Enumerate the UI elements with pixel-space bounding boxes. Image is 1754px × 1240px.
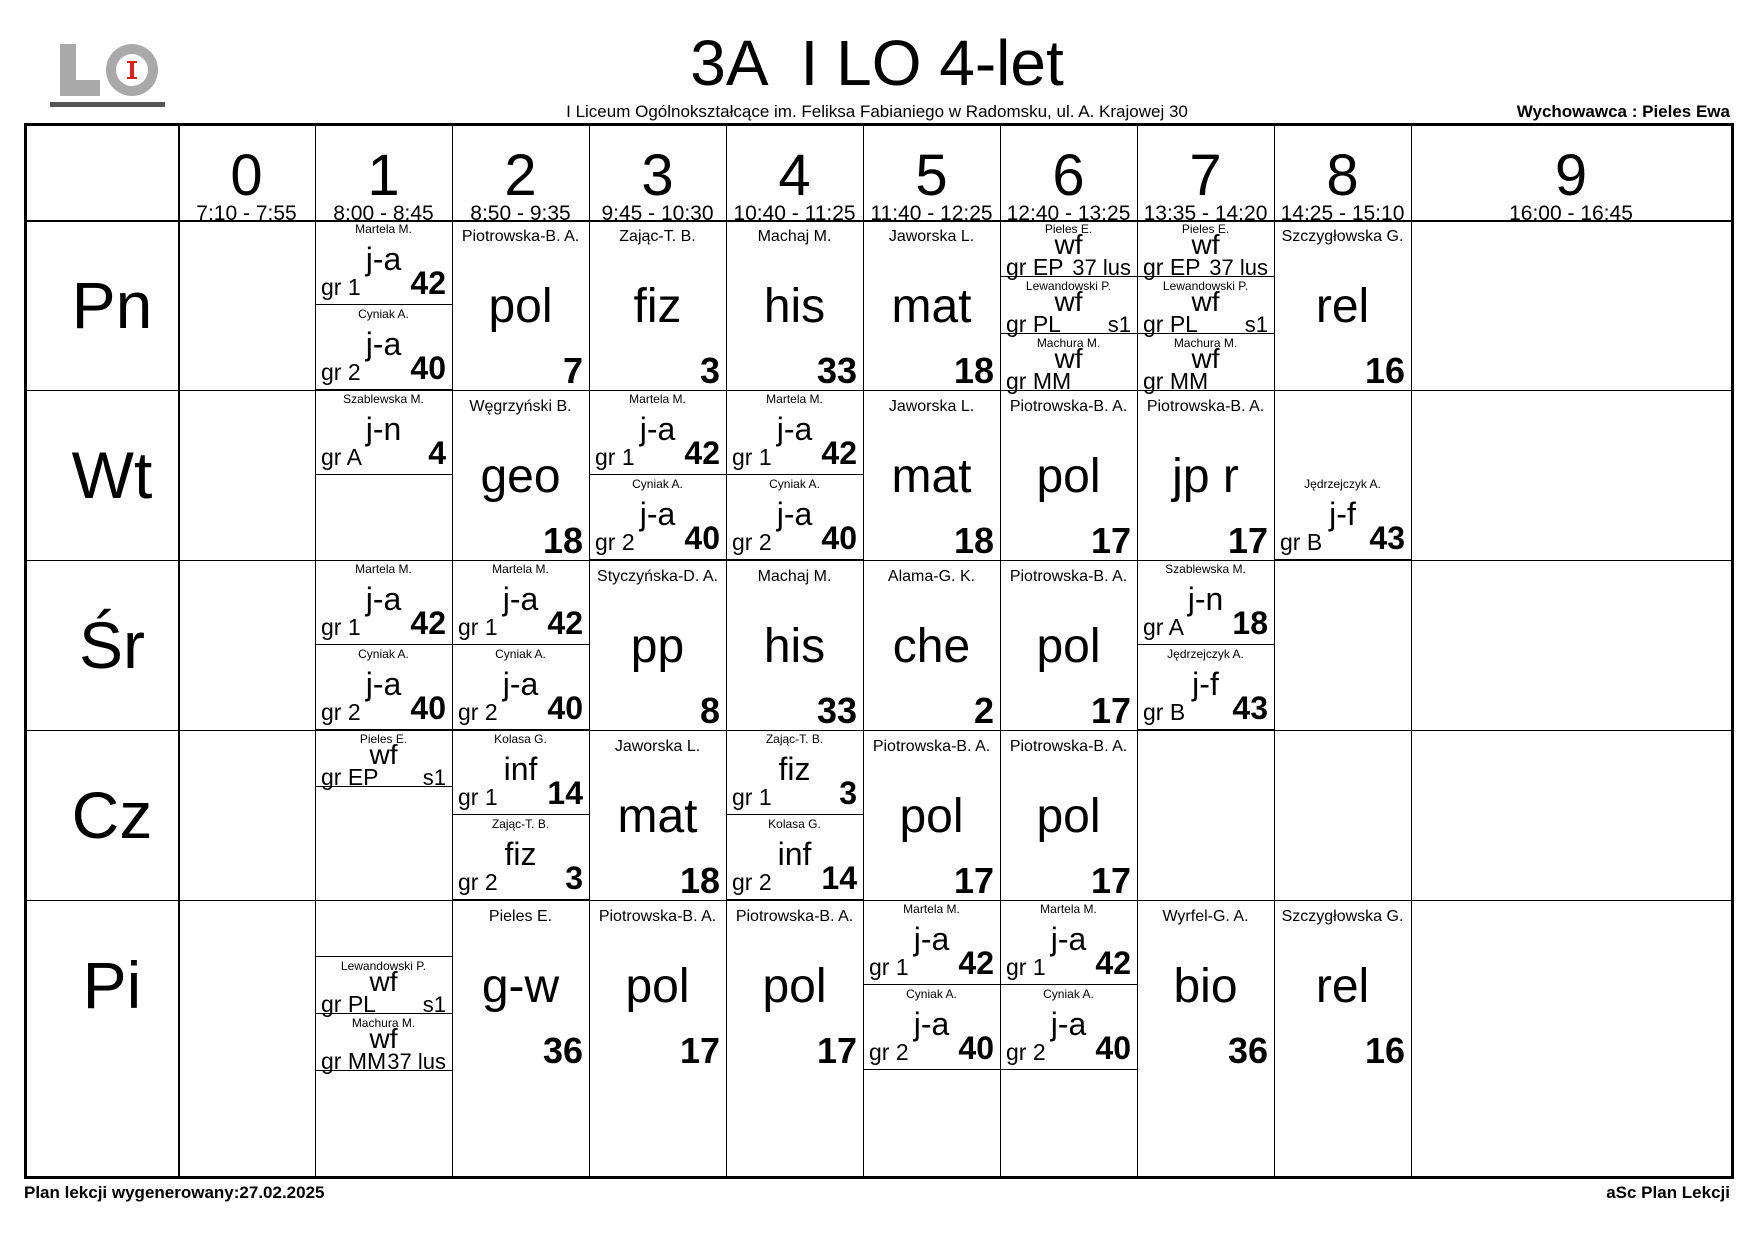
lesson-room: 17 xyxy=(953,860,994,901)
lesson-teacher: Martela M. xyxy=(1040,902,1097,916)
lesson-cell[interactable] xyxy=(452,900,589,1070)
lesson-subcell[interactable] xyxy=(863,985,1000,1070)
lesson-room: 16 xyxy=(1364,1030,1405,1071)
lesson-room: 18 xyxy=(679,860,720,901)
lesson-cell[interactable] xyxy=(863,390,1000,560)
lesson-subject: pol xyxy=(1036,620,1101,673)
lesson-room: 42 xyxy=(684,435,720,471)
lesson-teacher: Lewandowski P. xyxy=(340,959,427,973)
lesson-cell[interactable] xyxy=(452,390,589,560)
lesson-room: 17 xyxy=(1090,690,1131,731)
lesson-subcell[interactable] xyxy=(726,730,863,815)
lesson-subject: his xyxy=(763,620,826,673)
lesson-subcell[interactable] xyxy=(1137,334,1274,394)
lesson-subject: fiz xyxy=(633,280,682,333)
lesson-room: s1 xyxy=(1107,312,1131,337)
lesson-subject: wf xyxy=(1054,229,1083,260)
lesson-teacher: Martela M. xyxy=(355,222,412,236)
lesson-subject: bio xyxy=(1173,960,1238,1013)
lesson-room: 36 xyxy=(542,1030,583,1071)
lesson-subcell[interactable] xyxy=(1137,560,1274,645)
lesson-cell[interactable] xyxy=(726,560,863,730)
lesson-teacher: Piotrowska-B. A. xyxy=(1009,568,1128,585)
lesson-subcell[interactable] xyxy=(452,815,589,900)
lesson-subject: wf xyxy=(1191,343,1220,374)
lesson-teacher: Cyniak A. xyxy=(358,307,409,321)
lesson-teacher: Pieles E. xyxy=(488,908,553,925)
form-teacher-label: Wychowawca : Pieles Ewa xyxy=(1516,102,1730,121)
column-divider xyxy=(1411,126,1412,1176)
lesson-subject: j-a xyxy=(1050,1006,1087,1042)
lesson-subcell[interactable] xyxy=(863,900,1000,985)
lesson-subject: inf xyxy=(777,836,812,872)
lesson-room: 40 xyxy=(410,690,446,726)
lesson-teacher: Cyniak A. xyxy=(632,477,683,491)
lesson-cell[interactable] xyxy=(726,220,863,390)
lesson-subcell[interactable] xyxy=(589,475,726,560)
lesson-room: 42 xyxy=(547,605,583,641)
lesson-room: 18 xyxy=(542,520,583,561)
lesson-subcell[interactable] xyxy=(315,305,452,390)
lesson-room: 37 lus xyxy=(1072,255,1131,280)
lesson-teacher: Martela M. xyxy=(355,562,412,576)
day-label: Wt xyxy=(71,438,153,512)
lesson-teacher: Cyniak A. xyxy=(358,647,409,661)
lesson-group: gr MM xyxy=(321,1048,387,1074)
period-number: 8 xyxy=(1326,143,1359,208)
lesson-subject: jp r xyxy=(1172,450,1239,503)
lesson-subject: j-a xyxy=(502,581,539,617)
lesson-group: gr 2 xyxy=(869,1039,909,1065)
lesson-subject: j-n xyxy=(365,411,402,447)
period-header xyxy=(1000,126,1137,229)
lesson-teacher: Martela M. xyxy=(629,392,686,406)
lesson-room: 40 xyxy=(821,520,857,556)
lesson-group: gr 2 xyxy=(321,359,361,385)
lesson-subject: j-a xyxy=(365,581,402,617)
lesson-subject: pol xyxy=(1036,450,1101,503)
lesson-cell[interactable] xyxy=(1000,390,1137,560)
lesson-teacher: Jaworska L. xyxy=(614,738,701,755)
lesson-room: 3 xyxy=(565,860,583,896)
lesson-subject: j-f xyxy=(1192,666,1219,702)
lesson-subject: mat xyxy=(891,280,972,333)
lesson-group: gr 1 xyxy=(1006,954,1046,980)
lesson-room: 43 xyxy=(1369,520,1405,556)
lesson-subcell[interactable] xyxy=(1137,645,1274,730)
lesson-subject: geo xyxy=(480,450,561,503)
period-header xyxy=(1137,126,1274,229)
lesson-teacher: Pieles E. xyxy=(1181,222,1230,236)
lesson-teacher: Kolasa G. xyxy=(494,732,547,746)
lesson-subcell[interactable] xyxy=(1137,220,1274,280)
lesson-teacher: Piotrowska-B. A. xyxy=(735,908,854,925)
period-number: 4 xyxy=(778,143,811,208)
lesson-subject: his xyxy=(763,280,826,333)
lesson-subject: j-a xyxy=(365,666,402,702)
lesson-teacher: Styczyńska-D. A. xyxy=(597,568,718,585)
lesson-subject: wf xyxy=(1191,229,1220,260)
lesson-subject: g-w xyxy=(481,960,560,1013)
lesson-room: 40 xyxy=(684,520,720,556)
lesson-room: 42 xyxy=(958,945,994,981)
lesson-subject: pol xyxy=(488,280,553,333)
lesson-room: 40 xyxy=(1095,1030,1131,1066)
lesson-room: 17 xyxy=(679,1030,720,1071)
lesson-room: 42 xyxy=(410,605,446,641)
lesson-subcell[interactable] xyxy=(315,730,452,790)
lesson-subcell[interactable] xyxy=(315,645,452,730)
lesson-subject: mat xyxy=(891,450,972,503)
lesson-cell[interactable] xyxy=(1274,220,1411,390)
lesson-subcell-empty xyxy=(315,900,452,957)
period-number: 7 xyxy=(1189,143,1222,208)
day-label: Śr xyxy=(79,608,145,682)
lesson-room: 17 xyxy=(1090,520,1131,561)
lesson-group: gr A xyxy=(1143,614,1184,640)
lesson-subject: che xyxy=(892,620,971,673)
lesson-room: 37 lus xyxy=(387,1049,446,1074)
period-header xyxy=(315,126,452,229)
lesson-room: s1 xyxy=(422,992,446,1017)
lesson-teacher: Węgrzyński B. xyxy=(469,398,572,415)
lesson-teacher: Cyniak A. xyxy=(769,477,820,491)
lesson-teacher: Lewandowski P. xyxy=(1025,279,1112,293)
lesson-subject: mat xyxy=(617,790,698,843)
lesson-teacher: Martela M. xyxy=(766,392,823,406)
lesson-group: gr 1 xyxy=(595,444,635,470)
lesson-subcell[interactable] xyxy=(452,560,589,645)
lesson-room: 3 xyxy=(699,350,720,391)
lesson-group: gr EP xyxy=(1143,254,1201,280)
lesson-cell[interactable] xyxy=(1000,560,1137,730)
period-header xyxy=(178,126,315,229)
period-time: 8:00 - 8:45 xyxy=(333,202,434,225)
lesson-subject: pp xyxy=(630,620,685,673)
period-number: 0 xyxy=(230,143,263,208)
lesson-room: 33 xyxy=(816,690,857,731)
lesson-subcell[interactable] xyxy=(726,475,863,560)
lesson-teacher: Piotrowska-B. A. xyxy=(1146,398,1265,415)
lesson-subject: j-a xyxy=(913,921,950,957)
period-time: 12:40 - 13:25 xyxy=(1006,202,1131,225)
lesson-room: 42 xyxy=(1095,945,1131,981)
period-time: 11:40 - 12:25 xyxy=(870,202,993,225)
period-time: 14:25 - 15:10 xyxy=(1280,202,1405,225)
lesson-subject: fiz xyxy=(504,836,537,872)
lesson-room: 37 lus xyxy=(1209,255,1268,280)
lesson-subject: j-a xyxy=(913,1006,950,1042)
lesson-room: 42 xyxy=(821,435,857,471)
lesson-cell[interactable] xyxy=(863,220,1000,390)
lesson-teacher: Szablewska M. xyxy=(1165,562,1246,576)
lesson-room: 18 xyxy=(953,350,994,391)
lesson-subject: j-a xyxy=(639,496,676,532)
lesson-cell[interactable] xyxy=(726,900,863,1070)
lesson-group: gr 1 xyxy=(732,784,772,810)
lesson-subject: j-a xyxy=(1050,921,1087,957)
lesson-teacher: Zając-T. B. xyxy=(619,228,696,245)
period-time: 9:45 - 10:30 xyxy=(601,202,714,225)
period-number: 1 xyxy=(367,143,400,208)
lesson-teacher: Piotrowska-B. A. xyxy=(1009,398,1128,415)
lesson-room: 17 xyxy=(1090,860,1131,901)
lesson-teacher: Machura M. xyxy=(1173,336,1238,350)
lesson-cell[interactable] xyxy=(1274,900,1411,1070)
period-header xyxy=(863,126,1000,229)
lesson-teacher: Martela M. xyxy=(492,562,549,576)
lesson-room: 4 xyxy=(428,435,446,471)
lesson-group: gr MM xyxy=(1006,368,1072,394)
lesson-teacher: Pieles E. xyxy=(1044,222,1093,236)
lesson-subcell[interactable] xyxy=(726,815,863,900)
period-header xyxy=(726,126,863,229)
lesson-subject: fiz xyxy=(778,751,811,787)
lesson-room: s1 xyxy=(422,765,446,790)
lesson-cell[interactable] xyxy=(863,730,1000,900)
lesson-room: 33 xyxy=(816,350,857,391)
lesson-group: gr 1 xyxy=(869,954,909,980)
lesson-cell[interactable] xyxy=(1137,900,1274,1070)
lesson-room: 40 xyxy=(410,350,446,386)
period-header xyxy=(452,126,589,229)
lesson-subject: pol xyxy=(625,960,690,1013)
lesson-teacher: Szczygłowska G. xyxy=(1281,908,1404,925)
lesson-subject: rel xyxy=(1315,960,1370,1013)
period-time: 10:40 - 11:25 xyxy=(733,202,856,225)
day-label: Cz xyxy=(71,778,153,852)
lesson-teacher: Lewandowski P. xyxy=(1162,279,1249,293)
lesson-group: gr 2 xyxy=(732,529,772,555)
lesson-subject: wf xyxy=(369,966,398,997)
lesson-subject: wf xyxy=(1054,343,1083,374)
lesson-subject: j-a xyxy=(639,411,676,447)
lesson-cell[interactable] xyxy=(452,220,589,390)
lesson-room: 43 xyxy=(1232,690,1268,726)
lesson-room: 3 xyxy=(839,775,857,811)
lesson-cell[interactable] xyxy=(1137,390,1274,560)
lesson-subcell[interactable] xyxy=(1000,277,1137,337)
lesson-room: 14 xyxy=(547,775,583,811)
lesson-teacher: Szczygłowska G. xyxy=(1281,228,1404,245)
lesson-room: 14 xyxy=(821,860,857,896)
lesson-subcell[interactable] xyxy=(315,957,452,1017)
lesson-subcell[interactable] xyxy=(315,560,452,645)
lesson-subject: j-a xyxy=(502,666,539,702)
lesson-room: 7 xyxy=(562,350,583,391)
lesson-subcell[interactable] xyxy=(726,390,863,475)
lesson-group: gr B xyxy=(1143,699,1186,725)
lesson-subcell[interactable] xyxy=(452,730,589,815)
lesson-room: s1 xyxy=(1244,312,1268,337)
lesson-subject: j-a xyxy=(776,411,813,447)
lesson-subcell[interactable] xyxy=(1000,220,1137,280)
lesson-teacher: Szablewska M. xyxy=(343,392,424,406)
lesson-teacher: Jędrzejczyk A. xyxy=(1304,477,1381,491)
lesson-room: 8 xyxy=(699,690,720,731)
lesson-room: 17 xyxy=(1227,520,1268,561)
lesson-group: gr 2 xyxy=(1006,1039,1046,1065)
lesson-teacher: Piotrowska-B. A. xyxy=(461,228,580,245)
lesson-teacher: Jaworska L. xyxy=(888,398,975,415)
lesson-room: 18 xyxy=(1232,605,1268,641)
lesson-teacher: Cyniak A. xyxy=(906,987,957,1001)
lesson-teacher: Jędrzejczyk A. xyxy=(1167,647,1244,661)
lesson-subject: wf xyxy=(369,1023,398,1054)
period-time: 16:00 - 16:45 xyxy=(1509,202,1633,225)
lesson-subcell[interactable] xyxy=(1274,475,1411,560)
lesson-group: gr MM xyxy=(1143,368,1209,394)
school-subtitle: I Liceum Ogólnokształcące im. Feliksa Fabianiego w Radomsku, ul. A. Krajowej 30 xyxy=(566,102,1188,121)
lesson-room: 17 xyxy=(816,1030,857,1071)
lesson-group: gr 1 xyxy=(321,274,361,300)
lesson-subcell[interactable] xyxy=(1000,900,1137,985)
lesson-group: gr 1 xyxy=(458,614,498,640)
lesson-subject: rel xyxy=(1315,280,1370,333)
period-time: 8:50 - 9:35 xyxy=(470,202,571,225)
lesson-teacher: Alama-G. K. xyxy=(887,568,976,585)
lesson-teacher: Machaj M. xyxy=(757,228,832,245)
lesson-room: 18 xyxy=(953,520,994,561)
lesson-room: 16 xyxy=(1364,350,1405,391)
lesson-teacher: Cyniak A. xyxy=(495,647,546,661)
day-label: Pi xyxy=(82,948,142,1022)
lesson-room: 2 xyxy=(973,690,994,731)
lesson-cell[interactable] xyxy=(589,560,726,730)
period-header xyxy=(1411,126,1731,229)
lesson-cell[interactable] xyxy=(589,220,726,390)
lesson-subcell[interactable] xyxy=(452,645,589,730)
lesson-group: gr 1 xyxy=(458,784,498,810)
lesson-cell[interactable] xyxy=(589,730,726,900)
lesson-teacher: Zając-T. B. xyxy=(491,817,550,831)
lesson-group: gr PL xyxy=(321,991,376,1017)
lesson-teacher: Cyniak A. xyxy=(1043,987,1094,1001)
day-label: Pn xyxy=(71,268,153,342)
lesson-subcell[interactable] xyxy=(315,1014,452,1074)
lesson-subcell[interactable] xyxy=(1137,277,1274,337)
lesson-subject: pol xyxy=(899,790,964,843)
lesson-group: gr 2 xyxy=(458,699,498,725)
lesson-teacher: Wyrfel-G. A. xyxy=(1162,908,1249,925)
lesson-subcell[interactable] xyxy=(315,390,452,475)
lesson-teacher: Martela M. xyxy=(903,902,960,916)
lesson-subject: j-a xyxy=(365,326,402,362)
period-number: 9 xyxy=(1554,143,1588,208)
lesson-teacher: Machaj M. xyxy=(757,568,832,585)
lesson-subject: wf xyxy=(1054,286,1083,317)
period-time: 13:35 - 14:20 xyxy=(1143,202,1268,225)
period-time: 7:10 - 7:55 xyxy=(196,202,297,225)
lesson-subject: wf xyxy=(1191,286,1220,317)
lesson-group: gr 2 xyxy=(732,869,772,895)
lesson-group: gr 1 xyxy=(732,444,772,470)
lesson-cell[interactable] xyxy=(1000,730,1137,900)
lesson-room: 40 xyxy=(958,1030,994,1066)
lesson-group: gr A xyxy=(321,444,362,470)
lesson-teacher: Piotrowska-B. A. xyxy=(1009,738,1128,755)
lesson-subject: inf xyxy=(503,751,538,787)
lesson-teacher: Piotrowska-B. A. xyxy=(872,738,991,755)
lesson-teacher: Pieles E. xyxy=(359,732,408,746)
lesson-group: gr PL xyxy=(1143,311,1198,337)
page-title: 3A I LO 4-let xyxy=(690,27,1064,99)
lesson-subject: j-n xyxy=(1187,581,1224,617)
lesson-group: gr EP xyxy=(1006,254,1064,280)
lesson-subcell[interactable] xyxy=(589,390,726,475)
timetable-grid xyxy=(24,123,1734,1179)
lesson-teacher: Machura M. xyxy=(351,1016,416,1030)
lesson-subcell[interactable] xyxy=(315,220,452,305)
lesson-subject: pol xyxy=(1036,790,1101,843)
lesson-teacher: Jaworska L. xyxy=(888,228,975,245)
lesson-subcell[interactable] xyxy=(1000,334,1137,394)
lesson-teacher: Machura M. xyxy=(1036,336,1101,350)
lesson-subject: wf xyxy=(369,739,398,770)
period-number: 6 xyxy=(1052,143,1085,208)
lesson-subject: j-a xyxy=(365,241,402,277)
lesson-teacher: Kolasa G. xyxy=(768,817,821,831)
lesson-room: 40 xyxy=(547,690,583,726)
period-number: 2 xyxy=(504,143,537,208)
lesson-subcell[interactable] xyxy=(1000,985,1137,1070)
lesson-cell[interactable] xyxy=(863,560,1000,730)
lesson-subject: pol xyxy=(762,960,827,1013)
lesson-subject: j-a xyxy=(776,496,813,532)
period-number: 3 xyxy=(641,143,674,208)
generated-date: Plan lekcji wygenerowany:27.02.2025 xyxy=(24,1183,325,1202)
lesson-cell[interactable] xyxy=(589,900,726,1070)
lesson-group: gr EP xyxy=(321,764,379,790)
period-header xyxy=(589,126,726,229)
period-number: 5 xyxy=(915,143,948,208)
lesson-room: 42 xyxy=(410,265,446,301)
lesson-subject: j-f xyxy=(1329,496,1356,532)
lesson-teacher: Piotrowska-B. A. xyxy=(598,908,717,925)
lesson-group: gr 2 xyxy=(321,699,361,725)
software-credit: aSc Plan Lekcji xyxy=(1606,1183,1730,1202)
lesson-group: gr 1 xyxy=(321,614,361,640)
lesson-group: gr 2 xyxy=(595,529,635,555)
lesson-group: gr 2 xyxy=(458,869,498,895)
period-header xyxy=(1274,126,1411,229)
lesson-teacher: Zając-T. B. xyxy=(765,732,824,746)
lesson-group: gr B xyxy=(1280,529,1323,555)
lesson-room: 36 xyxy=(1227,1030,1268,1071)
lesson-group: gr PL xyxy=(1006,311,1061,337)
